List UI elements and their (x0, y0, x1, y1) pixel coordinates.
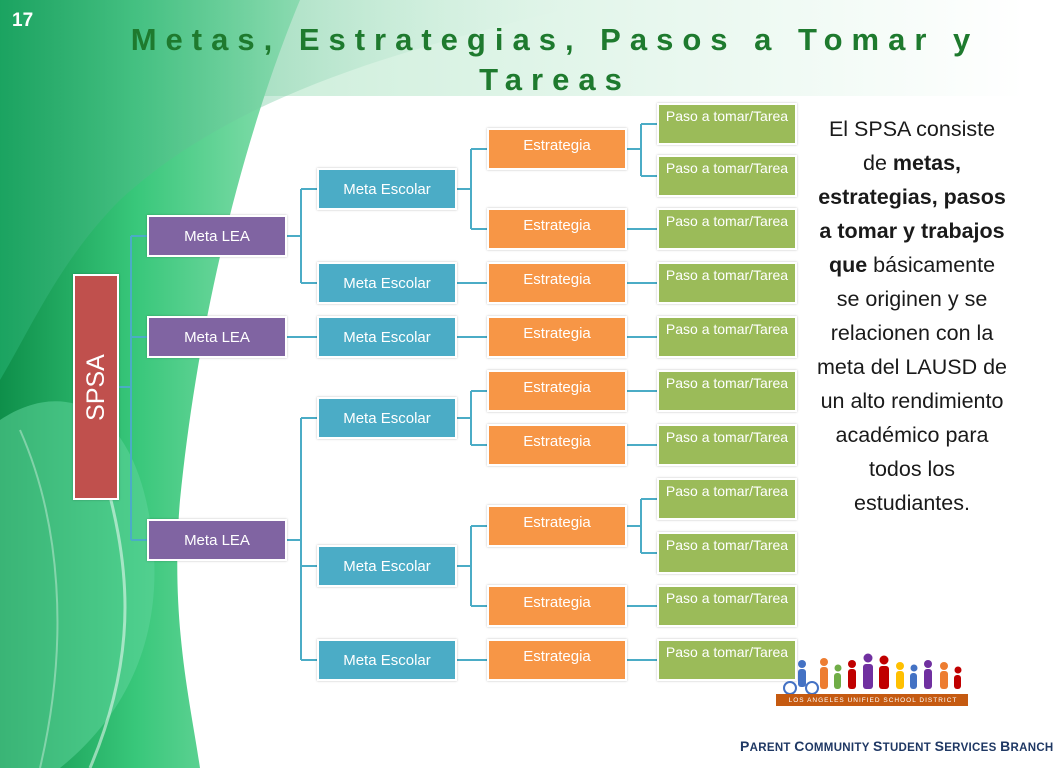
paso-tarea-box: Paso a tomar/Tarea (657, 208, 797, 250)
spsa-label: SPSA (81, 353, 110, 421)
paso-tarea-box: Paso a tomar/Tarea (657, 585, 797, 627)
paso-tarea-box: Paso a tomar/Tarea (657, 316, 797, 358)
branch-letter: C (794, 738, 805, 754)
meta-escolar-box: Meta Escolar (317, 545, 457, 587)
estrategia-box: Estrategia (487, 316, 627, 358)
estrategia-box: Estrategia (487, 424, 627, 466)
paso-tarea-box: Paso a tomar/Tarea (657, 424, 797, 466)
branch-letter: S (934, 738, 945, 754)
branch-word: RANCH (1010, 742, 1054, 754)
paso-tarea-box: Paso a tomar/Tarea (657, 478, 797, 520)
meta-lea-box: Meta LEA (147, 316, 287, 358)
branch-word: OMMUNITY (804, 742, 870, 754)
spsa-box (73, 274, 119, 500)
paso-tarea-box: Paso a tomar/Tarea (657, 155, 797, 197)
estrategia-box: Estrategia (487, 208, 627, 250)
estrategia-box: Estrategia (487, 370, 627, 412)
slide-title: Metas, Estrategias, Pasos a Tomar y Tareas (130, 22, 980, 97)
meta-escolar-box: Meta Escolar (317, 397, 457, 439)
meta-escolar-box: Meta Escolar (317, 316, 457, 358)
lausd-logo-text: LOS ANGELES UNIFIED SCHOOL DISTRICT (788, 697, 958, 704)
paso-tarea-box: Paso a tomar/Tarea (657, 262, 797, 304)
estrategia-box: Estrategia (487, 585, 627, 627)
paso-tarea-box: Paso a tomar/Tarea (657, 103, 797, 145)
paso-tarea-box: Paso a tomar/Tarea (657, 639, 797, 681)
meta-escolar-box: Meta Escolar (317, 262, 457, 304)
branch-name (740, 738, 1054, 754)
paso-tarea-box: Paso a tomar/Tarea (657, 370, 797, 412)
paso-tarea-box: Paso a tomar/Tarea (657, 532, 797, 574)
description-bold: metas, estrategias, pasos a tomar y trabajos que (818, 151, 1006, 277)
branch-word: ERVICES (944, 742, 997, 754)
estrategia-box: Estrategia (487, 505, 627, 547)
branch-letter: B (1000, 738, 1011, 754)
spsa-description (817, 112, 1007, 520)
branch-letter: S (872, 738, 883, 754)
meta-escolar-box: Meta Escolar (317, 639, 457, 681)
description-rest: básicamente se originen y se relacionen con la meta del LAUSD de un alto rendimiento académico para todos los estudiantes. (817, 253, 1008, 515)
slide-number: 17 (12, 10, 34, 31)
branch-word: TUDENT (882, 742, 932, 754)
meta-lea-box: Meta LEA (147, 519, 287, 561)
meta-escolar-box: Meta Escolar (317, 168, 457, 210)
estrategia-box: Estrategia (487, 262, 627, 304)
meta-lea-box: Meta LEA (147, 215, 287, 257)
branch-word: ARENT (749, 742, 791, 754)
branch-letter: P (740, 738, 750, 754)
estrategia-box: Estrategia (487, 128, 627, 170)
estrategia-box: Estrategia (487, 639, 627, 681)
description-intro: El SPSA consiste de (828, 117, 996, 175)
